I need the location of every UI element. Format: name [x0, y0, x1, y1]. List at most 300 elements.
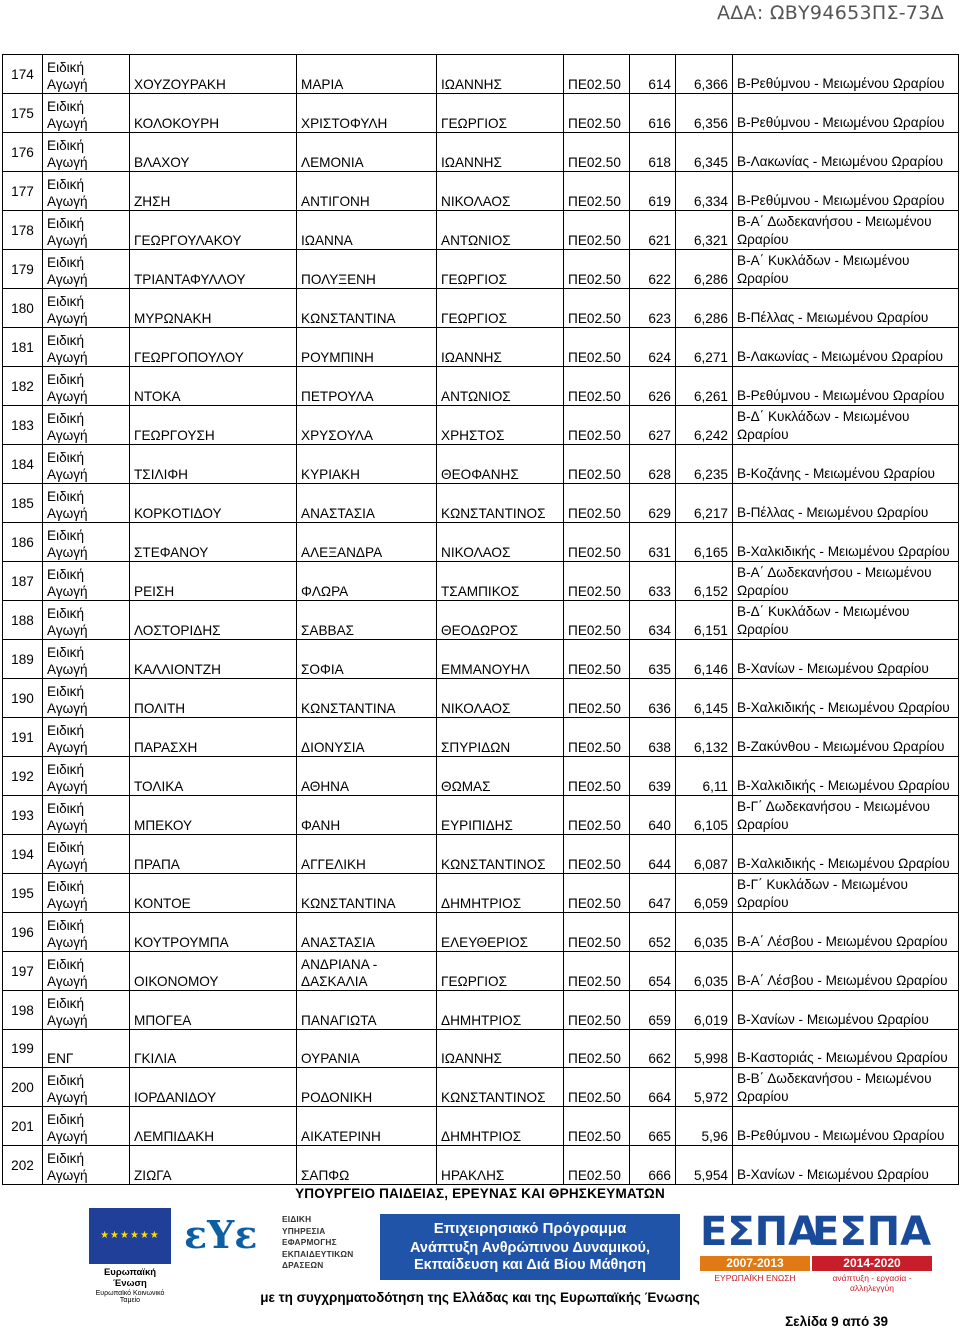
specialty-code-cell: ΠΕ02.50: [564, 289, 630, 328]
father-name-cell: ΣΠΥΡΙΔΩΝ: [437, 718, 564, 757]
row-number: 190: [3, 679, 43, 718]
type-cell: Ειδική Αγωγή: [43, 367, 130, 406]
row-number: 175: [3, 94, 43, 133]
destination-cell: Β-Χαλκιδικής - Μειωμένου Ωραρίου: [733, 679, 959, 718]
row-number: 201: [3, 1107, 43, 1146]
rank-cell: 636: [630, 679, 676, 718]
surname-cell: ΤΡΙΑΝΤΑΦΥΛΛΟΥ: [130, 250, 297, 289]
father-name-cell: ΗΡΑΚΛΗΣ: [437, 1146, 564, 1185]
score-cell: 6,356: [676, 94, 733, 133]
rank-cell: 614: [630, 55, 676, 94]
destination-cell: Β-Α΄ Λέσβου - Μειωμένου Ωραρίου: [733, 952, 959, 991]
surname-cell: ΜΠΟΓΕΑ: [130, 991, 297, 1030]
table-row: [3, 250, 959, 289]
row-number: 200: [3, 1068, 43, 1107]
father-name-cell: ΘΕΟΔΩΡΟΣ: [437, 601, 564, 640]
rank-cell: 626: [630, 367, 676, 406]
table-row: [3, 991, 959, 1030]
footer: [0, 1186, 960, 1332]
rank-cell: 665: [630, 1107, 676, 1146]
row-number: 183: [3, 406, 43, 445]
surname-cell: ΖΗΣΗ: [130, 172, 297, 211]
score-cell: 6,151: [676, 601, 733, 640]
rank-cell: 616: [630, 94, 676, 133]
row-number: 180: [3, 289, 43, 328]
score-cell: 6,217: [676, 484, 733, 523]
score-cell: 6,145: [676, 679, 733, 718]
table-row: [3, 562, 959, 601]
type-cell: Ειδική Αγωγή: [43, 484, 130, 523]
rank-cell: 639: [630, 757, 676, 796]
specialty-code-cell: ΠΕ02.50: [564, 1146, 630, 1185]
type-cell: Ειδική Αγωγή: [43, 133, 130, 172]
first-name-cell: ΣΑΒΒΑΣ: [297, 601, 437, 640]
surname-cell: ΜΥΡΩΝΑΚΗ: [130, 289, 297, 328]
father-name-cell: ΝΙΚΟΛΑΟΣ: [437, 172, 564, 211]
specialty-code-cell: ΠΕ02.50: [564, 835, 630, 874]
destination-cell: Β-Δ΄ Κυκλάδων - Μειωμένου Ωραρίου: [733, 406, 959, 445]
row-number: 197: [3, 952, 43, 991]
type-cell: Ειδική Αγωγή: [43, 991, 130, 1030]
espa-2007-logo: [700, 1209, 820, 1284]
type-cell: ΕΝΓ: [43, 1030, 130, 1068]
rank-cell: 664: [630, 1068, 676, 1107]
destination-cell: Β-Δ΄ Κυκλάδων - Μειωμένου Ωραρίου: [733, 601, 959, 640]
rank-cell: 634: [630, 601, 676, 640]
father-name-cell: ΕΛΕΥΘΕΡΙΟΣ: [437, 913, 564, 952]
eye-logo: [184, 1210, 374, 1280]
specialty-code-cell: ΠΕ02.50: [564, 562, 630, 601]
score-cell: 6,261: [676, 367, 733, 406]
father-name-cell: ΕΜΜΑΝΟΥΗΛ: [437, 640, 564, 679]
surname-cell: ΓΕΩΡΓΟΥΣΗ: [130, 406, 297, 445]
appointments-table: [2, 54, 959, 1185]
table-row: [3, 835, 959, 874]
type-cell: Ειδική Αγωγή: [43, 445, 130, 484]
father-name-cell: ΙΩΑΝΝΗΣ: [437, 1030, 564, 1068]
father-name-cell: ΓΕΩΡΓΙΟΣ: [437, 952, 564, 991]
specialty-code-cell: ΠΕ02.50: [564, 211, 630, 250]
type-cell: Ειδική Αγωγή: [43, 406, 130, 445]
first-name-cell: ΠΕΤΡΟΥΛΑ: [297, 367, 437, 406]
first-name-cell: ΛΕΜΟΝΙΑ: [297, 133, 437, 172]
row-number: 196: [3, 913, 43, 952]
type-cell: Ειδική Αγωγή: [43, 913, 130, 952]
specialty-code-cell: ΠΕ02.50: [564, 640, 630, 679]
type-cell: Ειδική Αγωγή: [43, 562, 130, 601]
first-name-cell: ΑΝΑΣΤΑΣΙΑ: [297, 913, 437, 952]
specialty-code-cell: ΠΕ02.50: [564, 250, 630, 289]
espa-2014-logo: [812, 1209, 932, 1293]
score-cell: 6,11: [676, 757, 733, 796]
eye-logo-mark: εΥε: [184, 1212, 258, 1257]
eye-line: ΕΦΑΡΜΟΓΗΣ: [282, 1237, 337, 1248]
rank-cell: 619: [630, 172, 676, 211]
first-name-cell: ΑΙΚΑΤΕΡΙΝΗ: [297, 1107, 437, 1146]
type-cell: Ειδική Αγωγή: [43, 1107, 130, 1146]
table-row: [3, 94, 959, 133]
first-name-cell: ΠΟΛΥΞΕΝΗ: [297, 250, 437, 289]
row-number: 195: [3, 874, 43, 913]
destination-cell: Β-Β΄ Δωδεκανήσου - Μειωμένου Ωραρίου: [733, 1068, 959, 1107]
first-name-cell: ΜΑΡΙΑ: [297, 55, 437, 94]
row-number: 176: [3, 133, 43, 172]
type-cell: Ειδική Αγωγή: [43, 211, 130, 250]
score-cell: 6,152: [676, 562, 733, 601]
destination-cell: Β-Λακωνίας - Μειωμένου Ωραρίου: [733, 328, 959, 367]
table-row: [3, 952, 959, 991]
espa-word: ΕΣΠΑ: [700, 1209, 820, 1255]
score-cell: 5,96: [676, 1107, 733, 1146]
father-name-cell: ΙΩΑΝΝΗΣ: [437, 55, 564, 94]
rank-cell: 654: [630, 952, 676, 991]
father-name-cell: ΘΕΟΦΑΝΗΣ: [437, 445, 564, 484]
destination-cell: Β-Πέλλας - Μειωμένου Ωραρίου: [733, 484, 959, 523]
father-name-cell: ΓΕΩΡΓΙΟΣ: [437, 250, 564, 289]
destination-cell: Β-Ρεθύμνου - Μειωμένου Ωραρίου: [733, 1107, 959, 1146]
first-name-cell: ΡΟΔΟΝΙΚΗ: [297, 1068, 437, 1107]
surname-cell: ΝΤΟΚΑ: [130, 367, 297, 406]
first-name-cell: ΑΓΓΕΛΙΚΗ: [297, 835, 437, 874]
rank-cell: 659: [630, 991, 676, 1030]
first-name-cell: ΔΙΟΝΥΣΙΑ: [297, 718, 437, 757]
row-number: 185: [3, 484, 43, 523]
surname-cell: ΓΚΙΛΙΑ: [130, 1030, 297, 1068]
specialty-code-cell: ΠΕ02.50: [564, 523, 630, 562]
first-name-cell: ΟΥΡΑΝΙΑ: [297, 1030, 437, 1068]
eye-line: ΥΠΗΡΕΣΙΑ: [282, 1225, 326, 1236]
score-cell: 5,972: [676, 1068, 733, 1107]
row-number: 199: [3, 1030, 43, 1068]
table-row: [3, 211, 959, 250]
rank-cell: 628: [630, 445, 676, 484]
type-cell: Ειδική Αγωγή: [43, 640, 130, 679]
score-cell: 6,035: [676, 952, 733, 991]
score-cell: 6,132: [676, 718, 733, 757]
first-name-cell: ΣΑΠΦΩ: [297, 1146, 437, 1185]
type-cell: Ειδική Αγωγή: [43, 94, 130, 133]
table-row: [3, 484, 959, 523]
row-number: 188: [3, 601, 43, 640]
row-number: 187: [3, 562, 43, 601]
type-cell: Ειδική Αγωγή: [43, 250, 130, 289]
surname-cell: ΚΟΝΤΟΕ: [130, 874, 297, 913]
table-row: [3, 523, 959, 562]
type-cell: Ειδική Αγωγή: [43, 835, 130, 874]
first-name-cell: ΙΩΑΝΝΑ: [297, 211, 437, 250]
table-body: [3, 55, 959, 1185]
destination-cell: Β-Πέλλας - Μειωμένου Ωραρίου: [733, 289, 959, 328]
first-name-cell: ΑΘΗΝΑ: [297, 757, 437, 796]
espa-sub: ΕΥΡΩΠΑΪΚΗ ΕΝΩΣΗ: [714, 1273, 796, 1283]
type-cell: Ειδική Αγωγή: [43, 1068, 130, 1107]
father-name-cell: ΑΝΤΩΝΙΟΣ: [437, 367, 564, 406]
destination-cell: Β-Γ΄ Δωδεκανήσου - Μειωμένου Ωραρίου: [733, 796, 959, 835]
surname-cell: ΤΟΛΙΚΑ: [130, 757, 297, 796]
surname-cell: ΙΟΡΔΑΝΙΔΟΥ: [130, 1068, 297, 1107]
table-row: [3, 367, 959, 406]
first-name-cell: ΚΩΝΣΤΑΝΤΙΝΑ: [297, 679, 437, 718]
specialty-code-cell: ΠΕ02.50: [564, 718, 630, 757]
table-row: [3, 601, 959, 640]
father-name-cell: ΙΩΑΝΝΗΣ: [437, 133, 564, 172]
rank-cell: 640: [630, 796, 676, 835]
father-name-cell: ΓΕΩΡΓΙΟΣ: [437, 94, 564, 133]
row-number: 191: [3, 718, 43, 757]
espa-word: ΕΣΠΑ: [812, 1209, 932, 1255]
first-name-cell: ΧΡΙΣΤΟΦΥΛΗ: [297, 94, 437, 133]
father-name-cell: ΝΙΚΟΛΑΟΣ: [437, 679, 564, 718]
table-row: [3, 757, 959, 796]
first-name-cell: ΦΑΝΗ: [297, 796, 437, 835]
row-number: 182: [3, 367, 43, 406]
type-cell: Ειδική Αγωγή: [43, 1146, 130, 1185]
first-name-cell: ΣΟΦΙΑ: [297, 640, 437, 679]
type-cell: Ειδική Αγωγή: [43, 796, 130, 835]
surname-cell: ΖΙΩΓΑ: [130, 1146, 297, 1185]
destination-cell: Β-Α΄ Δωδεκανήσου - Μειωμένου Ωραρίου: [733, 562, 959, 601]
specialty-code-cell: ΠΕ02.50: [564, 796, 630, 835]
destination-cell: Β-Χαλκιδικής - Μειωμένου Ωραρίου: [733, 523, 959, 562]
destination-cell: Β-Α΄ Δωδεκανήσου - Μειωμένου Ωραρίου: [733, 211, 959, 250]
destination-cell: Β-Χανίων - Μειωμένου Ωραρίου: [733, 1146, 959, 1185]
specialty-code-cell: ΠΕ02.50: [564, 952, 630, 991]
specialty-code-cell: ΠΕ02.50: [564, 445, 630, 484]
score-cell: 6,321: [676, 211, 733, 250]
specialty-code-cell: ΠΕ02.50: [564, 1030, 630, 1068]
surname-cell: ΛΕΜΠΙΔΑΚΗ: [130, 1107, 297, 1146]
surname-cell: ΓΕΩΡΓΟΠΟΥΛΟΥ: [130, 328, 297, 367]
father-name-cell: ΤΣΑΜΠΙΚΟΣ: [437, 562, 564, 601]
surname-cell: ΓΕΩΡΓΟΥΛΑΚΟΥ: [130, 211, 297, 250]
father-name-cell: ΔΗΜΗΤΡΙΟΣ: [437, 874, 564, 913]
row-number: 198: [3, 991, 43, 1030]
father-name-cell: ΔΗΜΗΤΡΙΟΣ: [437, 991, 564, 1030]
type-cell: Ειδική Αγωγή: [43, 757, 130, 796]
rank-cell: 647: [630, 874, 676, 913]
rank-cell: 624: [630, 328, 676, 367]
father-name-cell: ΚΩΝΣΤΑΝΤΙΝΟΣ: [437, 835, 564, 874]
row-number: 179: [3, 250, 43, 289]
surname-cell: ΣΤΕΦΑΝΟΥ: [130, 523, 297, 562]
row-number: 189: [3, 640, 43, 679]
rank-cell: 666: [630, 1146, 676, 1185]
surname-cell: ΚΟΡΚΟΤΙΔΟΥ: [130, 484, 297, 523]
surname-cell: ΡΕΙΣΗ: [130, 562, 297, 601]
specialty-code-cell: ΠΕ02.50: [564, 1107, 630, 1146]
eye-logo-text: [282, 1214, 353, 1272]
specialty-code-cell: ΠΕ02.50: [564, 1068, 630, 1107]
score-cell: 6,271: [676, 328, 733, 367]
destination-cell: Β-Ρεθύμνου - Μειωμένου Ωραρίου: [733, 367, 959, 406]
surname-cell: ΜΠΕΚΟΥ: [130, 796, 297, 835]
destination-cell: Β-Γ΄ Κυκλάδων - Μειωμένου Ωραρίου: [733, 874, 959, 913]
table-row: [3, 406, 959, 445]
specialty-code-cell: ΠΕ02.50: [564, 55, 630, 94]
score-cell: 6,286: [676, 289, 733, 328]
first-name-cell: ΚΥΡΙΑΚΗ: [297, 445, 437, 484]
specialty-code-cell: ΠΕ02.50: [564, 484, 630, 523]
rank-cell: 618: [630, 133, 676, 172]
table-row: [3, 55, 959, 94]
destination-cell: Β-Χανίων - Μειωμένου Ωραρίου: [733, 640, 959, 679]
surname-cell: ΠΟΛΙΤΗ: [130, 679, 297, 718]
score-cell: 6,019: [676, 991, 733, 1030]
first-name-cell: ΑΛΕΞΑΝΔΡΑ: [297, 523, 437, 562]
specialty-code-cell: ΠΕ02.50: [564, 133, 630, 172]
father-name-cell: ΔΗΜΗΤΡΙΟΣ: [437, 1107, 564, 1146]
specialty-code-cell: ΠΕ02.50: [564, 913, 630, 952]
first-name-cell: ΑΝΤΙΓΟΝΗ: [297, 172, 437, 211]
surname-cell: ΒΛΑΧΟΥ: [130, 133, 297, 172]
table-row: [3, 1146, 959, 1185]
type-cell: Ειδική Αγωγή: [43, 289, 130, 328]
destination-cell: Β-Χαλκιδικής - Μειωμένου Ωραρίου: [733, 835, 959, 874]
destination-cell: Β-Ζακύνθου - Μειωμένου Ωραρίου: [733, 718, 959, 757]
father-name-cell: ΝΙΚΟΛΑΟΣ: [437, 523, 564, 562]
specialty-code-cell: ΠΕ02.50: [564, 406, 630, 445]
row-number: 181: [3, 328, 43, 367]
specialty-code-cell: ΠΕ02.50: [564, 328, 630, 367]
first-name-cell: ΠΑΝΑΓΙΩΤΑ: [297, 991, 437, 1030]
type-cell: Ειδική Αγωγή: [43, 523, 130, 562]
page-number: Σελίδα 9 από 39: [785, 1314, 888, 1329]
program-banner: [380, 1214, 680, 1280]
cofunding-note: με τη συγχρηματοδότηση της Ελλάδας και της Ευρωπαϊκής Ένωσης: [260, 1290, 700, 1305]
surname-cell: ΚΑΛΛΙΟΝΤΖΗ: [130, 640, 297, 679]
father-name-cell: ΚΩΝΣΤΑΝΤΙΝΟΣ: [437, 1068, 564, 1107]
first-name-cell: ΚΩΝΣΤΑΝΤΙΝΑ: [297, 289, 437, 328]
first-name-cell: ΑΝΔΡΙΑΝΑ - ΔΑΣΚΑΛΙΑ: [297, 952, 437, 991]
first-name-cell: ΚΩΝΣΤΑΝΤΙΝΑ: [297, 874, 437, 913]
eu-label: Ευρωπαϊκή Ένωση: [103, 1267, 157, 1289]
score-cell: 6,165: [676, 523, 733, 562]
type-cell: Ειδική Αγωγή: [43, 601, 130, 640]
row-number: 192: [3, 757, 43, 796]
surname-cell: ΟΙΚΟΝΟΜΟΥ: [130, 952, 297, 991]
score-cell: 6,242: [676, 406, 733, 445]
first-name-cell: ΡΟΥΜΠΙΝΗ: [297, 328, 437, 367]
rank-cell: 623: [630, 289, 676, 328]
specialty-code-cell: ΠΕ02.50: [564, 94, 630, 133]
eu-flag-icon: [89, 1208, 171, 1264]
destination-cell: Β-Α΄ Κυκλάδων - Μειωμένου Ωραρίου: [733, 250, 959, 289]
rank-cell: 644: [630, 835, 676, 874]
type-cell: Ειδική Αγωγή: [43, 952, 130, 991]
rank-cell: 635: [630, 640, 676, 679]
type-cell: Ειδική Αγωγή: [43, 172, 130, 211]
type-cell: Ειδική Αγωγή: [43, 55, 130, 94]
program-subtitle-2: Εκπαίδευση και Διά Βίου Μάθηση: [413, 1257, 647, 1273]
destination-cell: Β-Καστοριάς - Μειωμένου Ωραρίου: [733, 1030, 959, 1068]
specialty-code-cell: ΠΕ02.50: [564, 367, 630, 406]
eye-line: ΕΚΠΑΙΔΕΥΤΙΚΩΝ: [282, 1248, 354, 1259]
row-number: 184: [3, 445, 43, 484]
row-number: 193: [3, 796, 43, 835]
destination-cell: Β-Α΄ Λέσβου - Μειωμένου Ωραρίου: [733, 913, 959, 952]
destination-cell: Β-Κοζάνης - Μειωμένου Ωραρίου: [733, 445, 959, 484]
father-name-cell: ΚΩΝΣΤΑΝΤΙΝΟΣ: [437, 484, 564, 523]
eu-stars-icon: ★★★★★★: [100, 1230, 160, 1241]
table-row: [3, 679, 959, 718]
score-cell: 5,954: [676, 1146, 733, 1185]
score-cell: 6,345: [676, 133, 733, 172]
table-row: [3, 1107, 959, 1146]
rank-cell: 638: [630, 718, 676, 757]
table-row: [3, 913, 959, 952]
father-name-cell: ΙΩΑΝΝΗΣ: [437, 328, 564, 367]
surname-cell: ΛΟΣΤΟΡΙΔΗΣ: [130, 601, 297, 640]
score-cell: 6,087: [676, 835, 733, 874]
rank-cell: 652: [630, 913, 676, 952]
surname-cell: ΚΟΛΟΚΟΥΡΗ: [130, 94, 297, 133]
rank-cell: 631: [630, 523, 676, 562]
row-number: 186: [3, 523, 43, 562]
surname-cell: ΠΡΑΠΑ: [130, 835, 297, 874]
eye-line: ΕΙΔΙΚΗ: [282, 1214, 312, 1224]
table-row: [3, 172, 959, 211]
score-cell: 6,146: [676, 640, 733, 679]
surname-cell: ΧΟΥΖΟΥΡΑΚΗ: [130, 55, 297, 94]
father-name-cell: ΧΡΗΣΤΟΣ: [437, 406, 564, 445]
score-cell: 6,035: [676, 913, 733, 952]
score-cell: 6,235: [676, 445, 733, 484]
espa-sub: ανάπτυξη - εργασία - αλληλεγγύη: [832, 1273, 912, 1293]
specialty-code-cell: ΠΕ02.50: [564, 172, 630, 211]
rank-cell: 629: [630, 484, 676, 523]
destination-cell: Β-Χανίων - Μειωμένου Ωραρίου: [733, 991, 959, 1030]
destination-cell: Β-Χαλκιδικής - Μειωμένου Ωραρίου: [733, 757, 959, 796]
table-row: [3, 640, 959, 679]
score-cell: 5,998: [676, 1030, 733, 1068]
father-name-cell: ΑΝΤΩΝΙΟΣ: [437, 211, 564, 250]
ada-code: ΑΔΑ: ΩΒΥ94653ΠΣ-73Δ: [716, 2, 944, 24]
destination-cell: Β-Ρεθύμνου - Μειωμένου Ωραρίου: [733, 55, 959, 94]
eu-fund-label: Ευρωπαϊκό Κοινωνικό Ταμείο: [95, 1290, 165, 1304]
rank-cell: 621: [630, 211, 676, 250]
score-cell: 6,059: [676, 874, 733, 913]
score-cell: 6,334: [676, 172, 733, 211]
table-row: [3, 1068, 959, 1107]
score-cell: 6,286: [676, 250, 733, 289]
father-name-cell: ΘΩΜΑΣ: [437, 757, 564, 796]
ministry-title: ΥΠΟΥΡΓΕΙΟ ΠΑΙΔΕΙΑΣ, ΕΡΕΥΝΑΣ ΚΑΙ ΘΡΗΣΚΕΥΜΑΤΩΝ: [295, 1186, 665, 1201]
row-number: 178: [3, 211, 43, 250]
surname-cell: ΚΟΥΤΡΟΥΜΠΑ: [130, 913, 297, 952]
espa-years: 2007-2013: [700, 1256, 810, 1271]
row-number: 202: [3, 1146, 43, 1185]
type-cell: Ειδική Αγωγή: [43, 679, 130, 718]
table-row: [3, 445, 959, 484]
type-cell: Ειδική Αγωγή: [43, 718, 130, 757]
specialty-code-cell: ΠΕ02.50: [564, 601, 630, 640]
rank-cell: 627: [630, 406, 676, 445]
specialty-code-cell: ΠΕ02.50: [564, 874, 630, 913]
program-subtitle-1: Ανάπτυξη Ανθρώπινου Δυναμικού,: [409, 1240, 651, 1256]
rank-cell: 662: [630, 1030, 676, 1068]
table-row: [3, 718, 959, 757]
table-row: [3, 1030, 959, 1068]
father-name-cell: ΓΕΩΡΓΙΟΣ: [437, 289, 564, 328]
score-cell: 6,105: [676, 796, 733, 835]
row-number: 174: [3, 55, 43, 94]
specialty-code-cell: ΠΕ02.50: [564, 679, 630, 718]
destination-cell: Β-Ρεθύμνου - Μειωμένου Ωραρίου: [733, 172, 959, 211]
destination-cell: Β-Λακωνίας - Μειωμένου Ωραρίου: [733, 133, 959, 172]
rank-cell: 622: [630, 250, 676, 289]
surname-cell: ΤΣΙΛΙΦΗ: [130, 445, 297, 484]
type-cell: Ειδική Αγωγή: [43, 328, 130, 367]
